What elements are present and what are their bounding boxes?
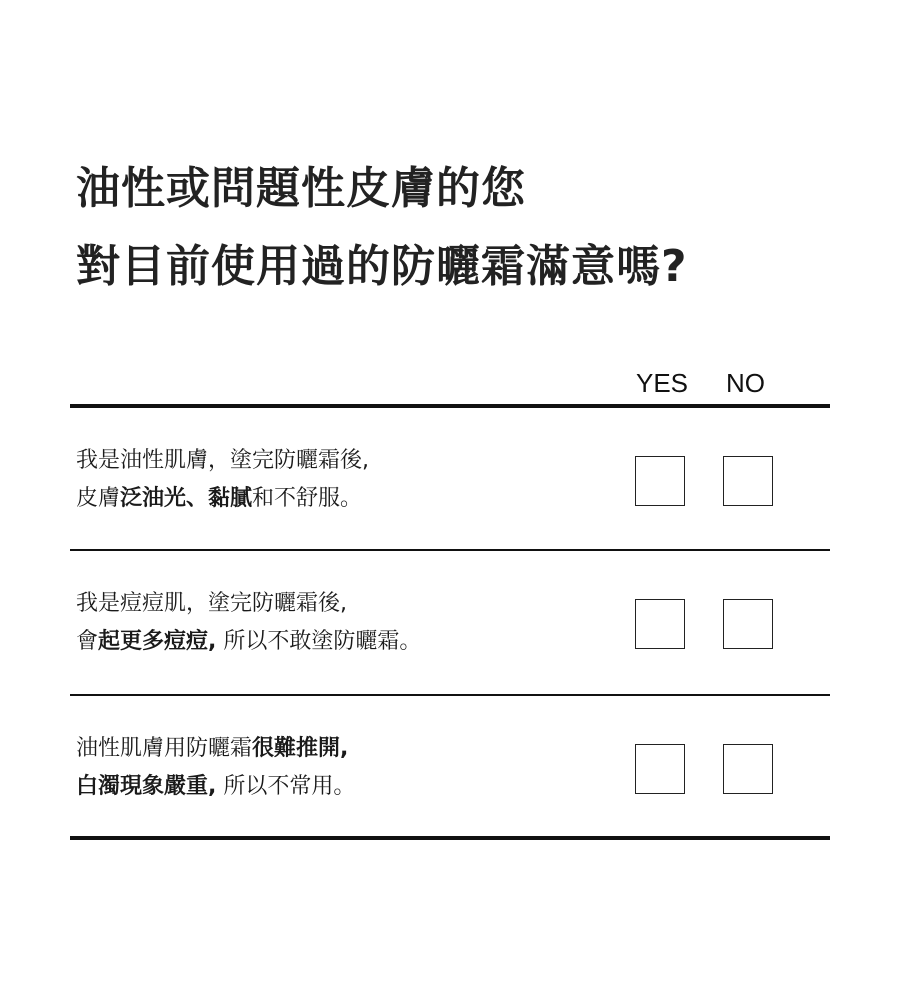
question-row-3 [70,696,830,836]
question-line-1 [76,442,369,480]
question-line-1 [76,585,421,623]
no-checkbox[interactable] [723,456,773,506]
no-checkbox[interactable] [723,744,773,794]
question-text-segment: 和不舒服。 [252,486,363,511]
question-text-segment: 皮膚 [76,486,121,511]
question-text-segment: 油性肌膚用防曬霜 [76,736,253,761]
emphasized-text: 很難推開, [252,736,349,761]
survey-title-line-2: 對目前使用過的防曬霜滿意嗎? [76,241,688,292]
question-text-segment: 我是油性肌膚，塗完防曬霜後, [76,448,369,473]
column-header-no: NO [726,368,765,398]
question-line-2 [76,623,421,661]
table-bottom-rule [70,836,830,840]
yes-checkbox[interactable] [635,456,685,506]
emphasized-text: 泛油光、黏膩 [120,486,253,511]
no-checkbox[interactable] [723,599,773,649]
question-text-segment: 我是痘痘肌，塗完防曬霜後, [76,591,347,616]
question-line-2 [76,480,369,518]
emphasized-text: 起更多痘痘, [98,629,217,654]
question-line-1 [76,730,355,768]
yes-checkbox[interactable] [635,744,685,794]
question-text [76,585,421,661]
question-line-2 [76,768,355,806]
yes-checkbox[interactable] [635,599,685,649]
question-text-segment: 所以不敢塗防曬霜。 [216,629,422,654]
emphasized-text: 白濁現象嚴重, [76,774,217,799]
survey-title-line-1: 油性或問題性皮膚的您 [76,163,526,214]
question-text-segment: 會 [76,629,99,654]
question-text [76,730,355,806]
column-header-yes: YES [636,368,689,398]
survey-title [76,150,688,306]
question-row-1 [70,408,830,548]
question-text [76,442,369,518]
question-row-2 [70,551,830,691]
question-text-segment: 所以不常用。 [216,774,356,799]
